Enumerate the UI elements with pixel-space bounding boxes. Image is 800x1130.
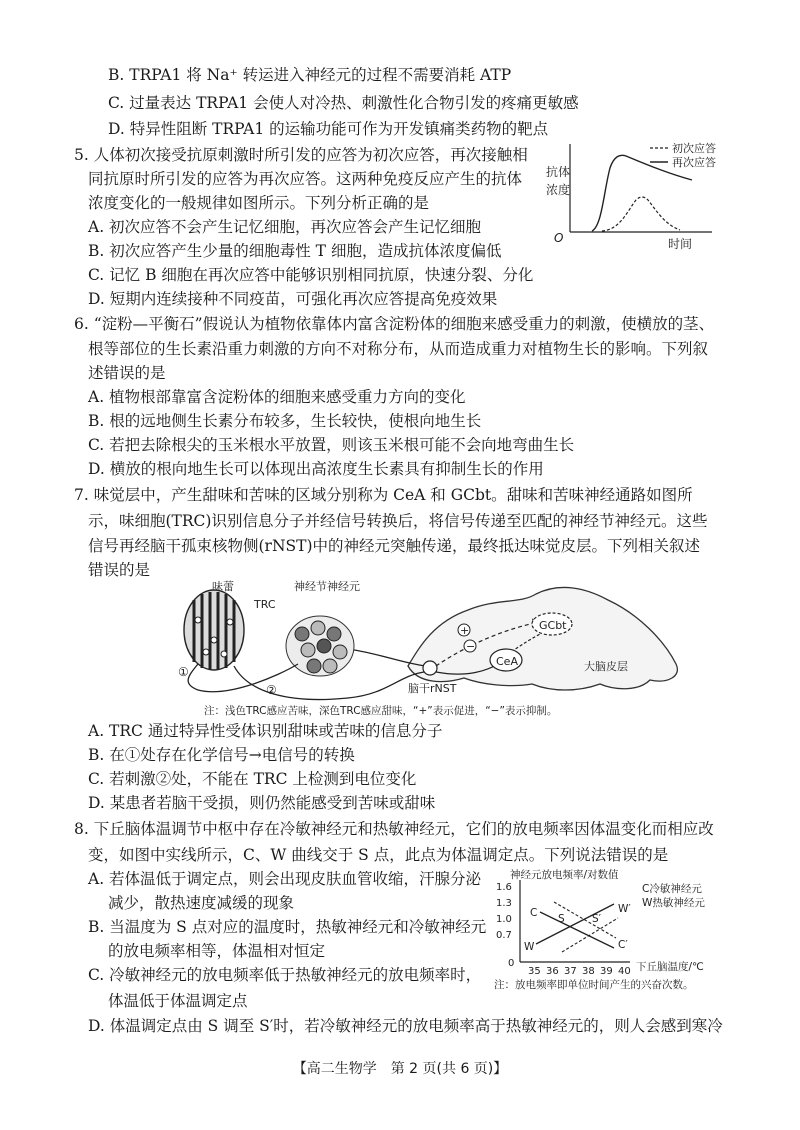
legend-second-response: 再次应答 [672,156,716,169]
label-s-prime: S′ [592,913,602,925]
q7-stem-line-2: 示，味细胞(TRC)识别信息分子并经信号转换后，将信号传递至匹配的神经节神经元。这些 [88,512,708,530]
q6-stem-line-3: 述错误的是 [88,364,166,382]
rnst-nucleus [423,661,437,675]
origin-label: O [554,231,564,245]
q5-option-c: C. 记忆 B 细胞在再次应答中能够识别相同抗原，快速分裂、分化 [88,266,534,284]
q8-option-c-line-2: 体温低于体温调定点 [108,992,248,1010]
x-tick-40: 40 [618,966,631,977]
legend-first-response: 初次应答 [672,142,716,155]
y-tick-1-0: 1.0 [496,914,512,925]
y-tick-0-7: 0.7 [496,930,512,941]
first-response-curve [602,197,680,231]
legend-cold-neuron: C冷敏神经元 [642,883,702,895]
marker-1: ① [178,665,189,679]
ganglion-label: 神经节神经元 [294,580,360,593]
brain-outline [408,587,677,690]
figure-note: 注：浅色TRC感应苦味，深色TRC感应甜味，“+”表示促进，“−”表示抑制。 [204,705,558,717]
gcbt-label: GCbt [539,619,567,632]
q7-option-c: C. 若刺激②处，不能在 TRC 上检测到电位变化 [88,770,417,788]
label-w: W [524,941,535,953]
cea-label: CeA [496,655,518,668]
q4-option-c: C. 过量表达 TRPA1 会使人对冷热、刺激性化合物引发的疼痛更敏感 [108,94,579,112]
q8-option-a-line-2: 减少，散热速度减缓的现象 [108,894,295,912]
brainstem-label: 脑干rNST [408,682,457,695]
x-tick-36: 36 [546,966,559,977]
q8-stem-line-1: 8. 下丘脑体温调节中枢中存在冷敏神经元和热敏神经元，它们的放电频率因体温变化而相应改 [74,820,714,838]
taste-bud-label: 味蕾 [212,580,234,593]
legend-warm-neuron: W热敏神经元 [642,897,705,909]
x-axis-label: 时间 [668,237,693,251]
label-s: S [558,913,565,925]
q6-option-d: D. 横放的根向地生长可以体现出高浓度生长素具有抑制生长的作用 [88,460,544,478]
x-tick-37: 37 [564,966,577,977]
neuron-firing-figure [490,866,750,990]
q7-option-d: D. 某患者若脑干受损，则仍然能感受到苦味或甜味 [88,794,436,812]
x-axis-title: 下丘脑温度/℃ [636,961,704,973]
label-c: C [530,907,538,919]
trc-label: TRC [254,598,276,611]
q5-option-b: B. 初次应答产生少量的细胞毒性 T 细胞，造成抗体浓度偏低 [88,242,502,260]
figure-note: 注：放电频率即单位时间产生的兴奋次数。 [494,979,694,990]
q7-stem-line-3: 信号再经脑干孤束核物侧(rNST)中的神经元突触传递，最终抵达味觉皮层。下列相关叙述 [88,537,701,555]
q5-option-a: A. 初次应答不会产生记忆细胞，再次应答会产生记忆细胞 [88,218,482,236]
q8-option-b-line-2: 的放电频率相等，体温相对恒定 [108,942,326,960]
q7-option-a: A. TRC 通过特异性受体识别甜味或苦味的信息分子 [88,722,443,740]
taste-pathway-figure [168,580,748,720]
q7-stem-line-1: 7. 味觉层中，产生甜味和苦味的区域分别称为 CeA 和 GCbt。甜味和苦味神经通路如图所 [74,486,693,504]
y-axis-label-line-1: 抗体 [546,165,571,179]
label-c-prime: C′ [618,939,628,951]
ganglion-neuron-cluster [286,616,354,676]
q7-stem-line-4: 错误的是 [88,561,151,579]
label-w-prime: W′ [618,903,631,915]
y-tick-0: 0 [508,958,515,969]
q8-option-b-line-1: B. 当温度为 S 点对应的温度时，热敏神经元和冷敏神经元 [88,918,487,936]
x-tick-38: 38 [582,966,595,977]
y-tick-1-3: 1.3 [496,898,512,909]
q4-option-d: D. 特异性阻断 TRPA1 的运输功能可作为开发镇痛类药物的靶点 [108,120,549,138]
q4-option-b: B. TRPA1 将 Na⁺ 转运进入神经元的过程不需要消耗 ATP [108,66,512,84]
q6-stem-line-1: 6. “淀粉—平衡石”假说认为植物依靠体内富含淀粉体的细胞来感受重力的刺激，使横放的茎、 [74,315,715,333]
y-axis-label-line-2: 浓度 [546,183,571,197]
marker-2: ② [266,683,277,697]
q5-stem-line-1: 5. 人体初次接受抗原刺激时所引发的应答为初次应答，再次接触相 [74,146,528,164]
q5-stem-line-3: 浓度变化的一般规律如图所示。下列分析正确的是 [88,194,430,212]
q5-stem-line-2: 同抗原时所引发的应答为再次应答。这两种免疫反应产生的抗体 [88,170,523,188]
antibody-response-figure [540,138,730,253]
page-footer: 【高二生物学 第 2 页(共 6 页)】 [292,1061,508,1077]
y-tick-1-6: 1.6 [496,882,512,893]
x-tick-39: 39 [600,966,613,977]
figure-y-title: 神经元放电频率/对数值 [510,869,619,881]
q6-stem-line-2: 根等部位的生长素沿重力刺激的方向不对称分布，从而造成重力对植物生长的影响。下列叙 [88,340,709,358]
q5-option-d: D. 短期内连续接种不同疫苗，可强化再次应答提高免疫效果 [88,290,498,308]
q6-option-b: B. 根的远地侧生长素分布较多，生长较快，使根向地生长 [88,412,482,430]
x-tick-35: 35 [528,966,541,977]
q8-option-d: D. 体温调定点由 S 调至 S′时，若冷敏神经元的放电频率高于热敏神经元的，则人会感到寒冷 [88,1017,723,1035]
q8-option-a-line-1: A. 若体温低于调定点，则会出现皮肤血管收缩，汗腺分泌 [88,870,482,888]
q8-option-c-line-1: C. 冷敏神经元的放电频率低于热敏神经元的放电频率时， [88,966,482,984]
promote-sign: + [460,624,470,637]
cortex-label: 大脑皮层 [584,660,628,673]
inhibit-sign: − [466,640,476,653]
q6-option-c: C. 若把去除根尖的玉米根水平放置，则该玉米根可能不会向地弯曲生长 [88,436,575,454]
q6-option-a: A. 植物根部靠富含淀粉体的细胞来感受重力方向的变化 [88,388,466,406]
curve-w-warm [536,904,614,944]
q8-stem-line-2: 变，如图中实线所示，C、W 曲线交于 S 点，此点为体温调定点。下列说法错误的是 [88,846,669,864]
q7-option-b: B. 在①处存在化学信号→电信号的转换 [88,746,355,764]
